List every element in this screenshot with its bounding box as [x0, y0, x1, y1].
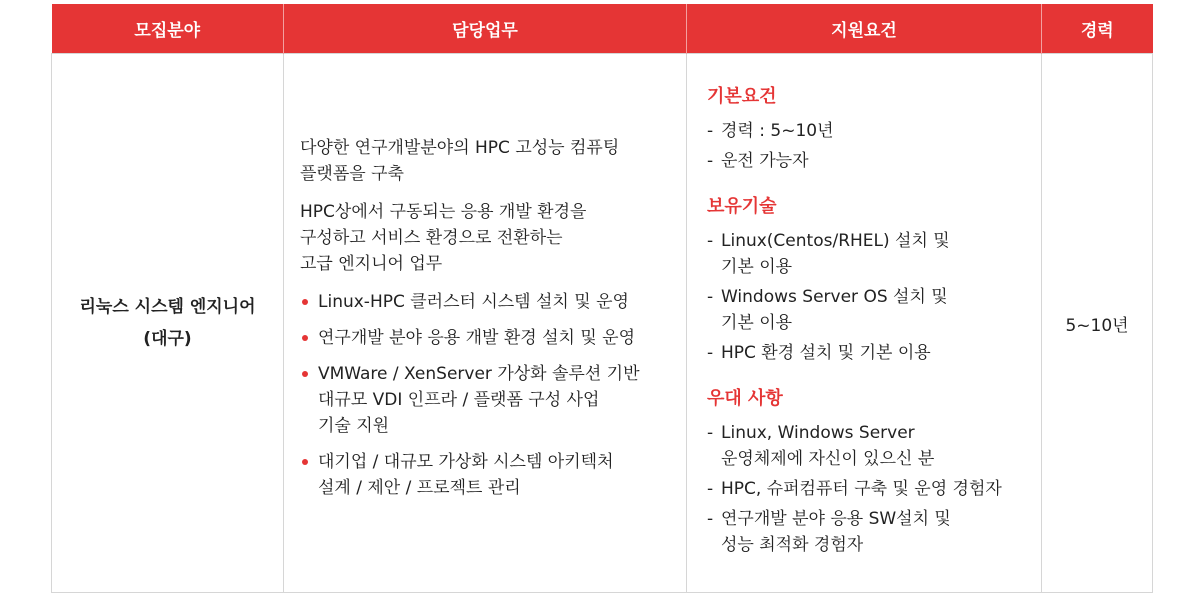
list-item: - HPC, 슈퍼컴퓨터 구축 및 운영 경험자	[707, 479, 1002, 499]
basic-requirements-list	[707, 118, 1035, 174]
header-field: 모집분야	[52, 4, 284, 54]
text-line: 기본 이용	[721, 257, 793, 277]
text-line: HPC 환경 설치 및 기본 이용	[721, 343, 931, 363]
bullet-icon	[302, 371, 308, 377]
duty-bullet-list	[300, 289, 676, 501]
position-title: 리눅스 시스템 엔지니어	[79, 297, 256, 317]
bullet-icon	[302, 459, 308, 465]
list-item: - Windows Server OS 설치 및 기본 이용	[707, 284, 1035, 336]
text-line: Linux-HPC 클러스터 시스템 설치 및 운영	[318, 292, 629, 312]
text-line: 경력 : 5~10년	[721, 121, 834, 141]
header-requirements: 지원요건	[687, 4, 1042, 54]
skills-list	[707, 228, 1035, 366]
text-line: 플랫폼을 구축	[300, 164, 404, 184]
table-row	[52, 54, 1153, 593]
text-line: Windows Server OS 설치 및	[721, 287, 948, 307]
text-line: 대기업 / 대규모 가상화 시스템 아키텍처	[318, 452, 614, 472]
experience-cell	[1042, 54, 1153, 593]
preferred-title: 우대 사항	[707, 388, 783, 409]
text-line: 기본 이용	[721, 313, 793, 333]
text-line: Linux, Windows Server	[721, 423, 915, 443]
text-line: HPC상에서 구동되는 응용 개발 환경을	[300, 202, 587, 222]
list-item: - HPC 환경 설치 및 기본 이용	[707, 343, 931, 363]
requirements-cell	[687, 54, 1042, 593]
position-cell	[52, 54, 284, 593]
list-item	[300, 289, 676, 315]
list-item: - Linux, Windows Server 운영체제에 자신이 있으신 분	[707, 420, 1035, 472]
text-line: 연구개발 분야 응용 개발 환경 설치 및 운영	[318, 328, 636, 348]
duty-description-1	[300, 135, 676, 187]
list-item	[300, 325, 676, 351]
text-line: 연구개발 분야 응용 SW설치 및	[721, 509, 951, 529]
bullet-icon	[302, 335, 308, 341]
list-item: - 연구개발 분야 응용 SW설치 및 성능 최적화 경험자	[707, 506, 1035, 558]
header-duties: 담당업무	[284, 4, 687, 54]
position-location: (대구)	[143, 329, 192, 349]
text-line: Linux(Centos/RHEL) 설치 및	[721, 231, 950, 251]
table-header-row	[52, 4, 1153, 54]
list-item: - 운전 가능자	[707, 151, 809, 171]
text-line: 구성하고 서비스 환경으로 전환하는	[300, 228, 563, 248]
text-line: 설계 / 제안 / 프로젝트 관리	[318, 478, 521, 498]
duty-description-2	[300, 199, 676, 277]
duties-cell	[284, 54, 687, 593]
text-line: 성능 최적화 경험자	[721, 535, 864, 555]
text-line: 다양한 연구개발분야의 HPC 고성능 컴퓨팅	[300, 138, 620, 158]
job-posting-table	[51, 4, 1153, 593]
list-item	[300, 449, 676, 501]
text-line: 운전 가능자	[721, 151, 809, 171]
basic-requirements-title: 기본요건	[707, 86, 777, 107]
list-item: - 경력 : 5~10년	[707, 121, 834, 141]
skills-title: 보유기술	[707, 196, 777, 217]
list-item: - Linux(Centos/RHEL) 설치 및 기본 이용	[707, 228, 1035, 280]
text-line: 대규모 VDI 인프라 / 플랫폼 구성 사업	[318, 390, 600, 410]
experience-value: 5~10년	[1065, 315, 1129, 336]
text-line: 기술 지원	[318, 416, 390, 436]
text-line: 운영체제에 자신이 있으신 분	[721, 449, 935, 469]
bullet-icon	[302, 299, 308, 305]
text-line: HPC, 슈퍼컴퓨터 구축 및 운영 경험자	[721, 479, 1002, 499]
list-item	[300, 361, 676, 439]
text-line: 고급 엔지니어 업무	[300, 254, 443, 274]
text-line: VMWare / XenServer 가상화 솔루션 기반	[318, 364, 640, 384]
preferred-list	[707, 420, 1035, 558]
header-experience: 경력	[1042, 4, 1153, 54]
